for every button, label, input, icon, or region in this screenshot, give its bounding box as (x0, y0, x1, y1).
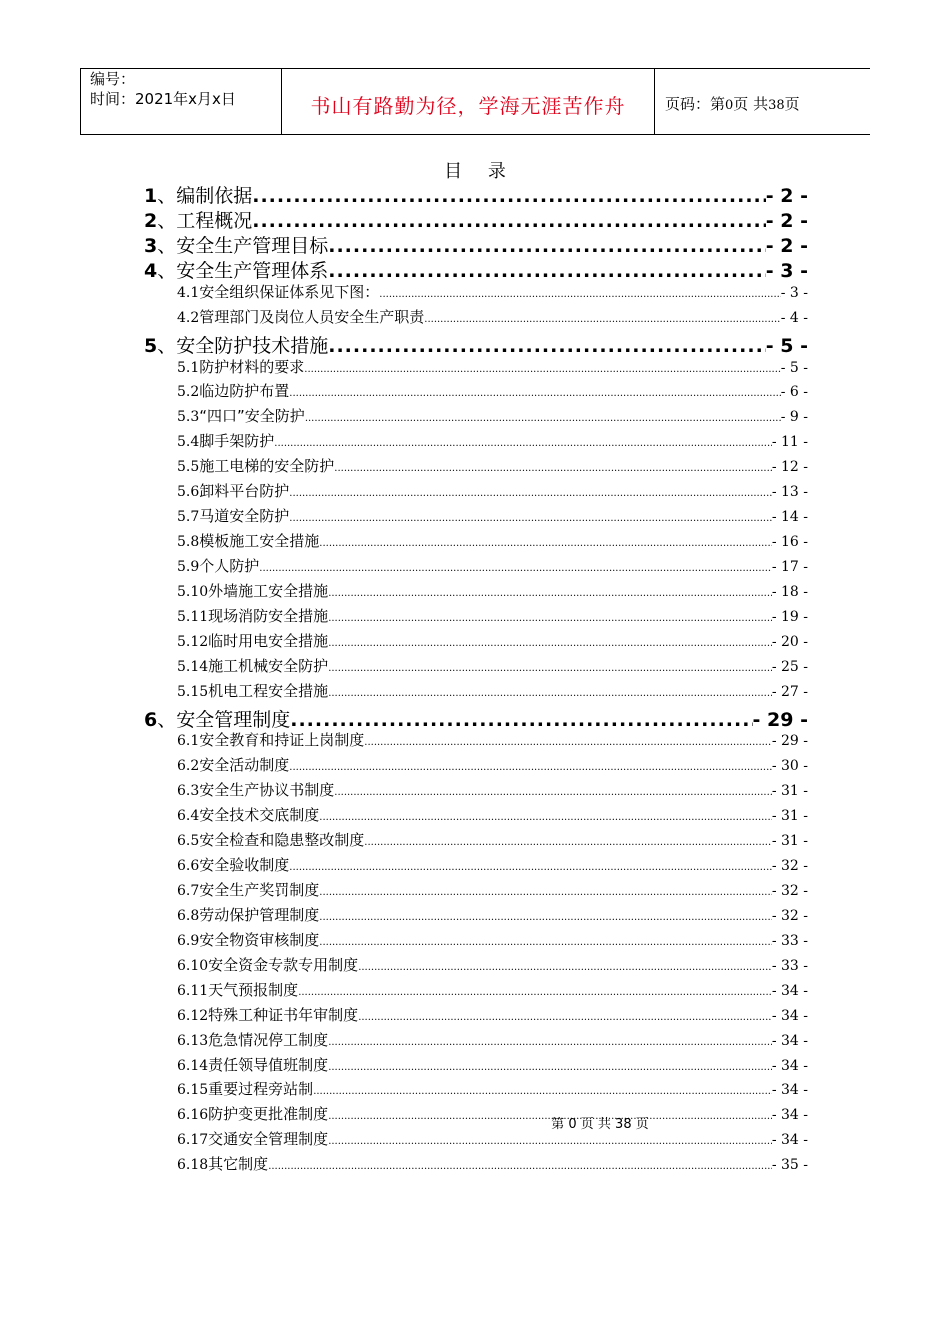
toc-entry-title: 劳动保护管理制度 (199, 906, 320, 924)
toc-entry-number: 5.6 (177, 484, 200, 500)
toc-entry-page: - 13 - (771, 484, 808, 500)
toc-entry-number: 5.10 (177, 584, 209, 600)
toc-entry[interactable] (177, 655, 808, 677)
toc-entry-page: - 31 - (771, 783, 808, 799)
toc-entry[interactable] (177, 480, 808, 502)
toc-entry[interactable] (177, 754, 808, 776)
toc-entry-title: 施工电梯的安全防护 (199, 457, 335, 475)
toc-entry-number: 6.3 (177, 783, 200, 799)
toc-entry-page: - 5 - (780, 360, 808, 376)
toc-entry-number: 4.2 (177, 310, 200, 326)
toc-entry-number: 5.14 (177, 659, 209, 675)
toc-entry-number: 4.1 (177, 285, 200, 301)
toc-entry-title: 安全生产奖罚制度 (199, 881, 320, 899)
toc-title: 目 录 (444, 161, 516, 182)
toc-entry[interactable] (177, 829, 808, 851)
page-label: 页码：第 (665, 95, 726, 113)
toc-entry-page: - 30 - (771, 758, 808, 774)
toc-entry-page: - 31 - (771, 808, 808, 824)
toc-entry-number: 6.14 (177, 1058, 209, 1074)
toc-dot-leader (334, 463, 772, 474)
toc-dot-leader (289, 388, 780, 399)
toc-entry-number: 5.2 (177, 384, 200, 400)
toc-entry-title: 安全生产协议书制度 (199, 781, 335, 799)
toc-entry-title: 安全组织保证体系见下图： (199, 283, 380, 301)
toc-entry-number: 6.11 (177, 983, 209, 999)
toc-entry-number: 2 (144, 210, 158, 231)
toc-entry[interactable] (177, 1029, 808, 1051)
toc-dot-leader (289, 488, 772, 499)
toc-entry-number: 6.7 (177, 883, 200, 899)
toc-entry-page: - 2 - (765, 210, 808, 231)
toc-entry-title: 其它制度 (208, 1155, 269, 1173)
toc-entry-page: - 33 - (771, 958, 808, 974)
toc-entry-number: 6.8 (177, 908, 200, 924)
toc-entry-page: - 20 - (771, 634, 808, 650)
toc-entry-page: - 29 - (752, 709, 808, 730)
header-meta-cell (81, 69, 282, 134)
header-motto-cell (282, 69, 655, 134)
toc-entry-number: 6.18 (177, 1157, 209, 1173)
toc-dot-leader (252, 210, 766, 231)
toc-entry[interactable] (144, 331, 808, 356)
toc-dot-leader (289, 513, 772, 524)
toc-entry-page: - 29 - (771, 733, 808, 749)
toc-entry-page: - 34 - (771, 983, 808, 999)
toc-entry-number: 5.3 (177, 409, 200, 425)
toc-entry-title: 管理部门及岗位人员安全生产职责 (199, 308, 425, 326)
toc-entry-page: - 27 - (771, 684, 808, 700)
toc-dot-leader (328, 588, 772, 599)
toc-entry-page: - 34 - (771, 1082, 808, 1098)
toc-entry-page: - 16 - (771, 534, 808, 550)
toc-entry[interactable] (177, 356, 808, 378)
toc-entry-page: - 14 - (771, 509, 808, 525)
toc-entry-title: 、安全管理制度 (157, 709, 291, 730)
toc-entry-page: - 32 - (771, 908, 808, 924)
toc-entry-number: 6.5 (177, 833, 200, 849)
toc-entry-title: 临时用电安全措施 (208, 632, 329, 650)
toc-entry-title: 、安全生产管理体系 (157, 260, 329, 281)
toc-entry-page: - 9 - (780, 409, 808, 425)
toc-entry[interactable] (144, 181, 808, 206)
time-label: 时间：2021年x月x日 (90, 90, 236, 108)
toc-entry-title: 施工机械安全防护 (208, 657, 329, 675)
toc-entry-page: - 35 - (771, 1157, 808, 1173)
toc-entry-page: - 4 - (780, 310, 808, 326)
toc-entry-page: - 2 - (765, 235, 808, 256)
toc-dot-leader (319, 937, 772, 948)
toc-dot-leader (274, 438, 772, 449)
toc-entry-page: - 11 - (771, 434, 808, 450)
toc-entry-number: 4 (144, 260, 158, 281)
toc-dot-leader (298, 987, 772, 998)
toc-entry-number: 5.15 (177, 684, 209, 700)
toc-entry-title: 天气预报制度 (208, 981, 299, 999)
toc-entry[interactable] (177, 306, 808, 328)
toc-entry-title: 交通安全管理制度 (208, 1130, 329, 1148)
toc-dot-leader (289, 862, 772, 873)
toc-entry-title: 特殊工种证书年审制度 (208, 1006, 359, 1024)
toc-entry-number: 6.16 (177, 1107, 209, 1123)
toc-entry-title: 安全检查和隐患整改制度 (199, 831, 365, 849)
toc-entry[interactable] (177, 904, 808, 926)
toc-entry-page: - 6 - (780, 384, 808, 400)
toc-entry-page: - 34 - (771, 1033, 808, 1049)
toc-entry-page: - 34 - (771, 1132, 808, 1148)
toc-entry-title: 防护材料的要求 (199, 358, 305, 376)
serial-number-label: 编号： (90, 70, 136, 88)
toc-entry-title: 、安全防护技术措施 (157, 335, 329, 356)
toc-entry-title: 现场消防安全措施 (208, 607, 329, 625)
toc-entry-page: - 31 - (771, 833, 808, 849)
toc-entry-number: 5.12 (177, 634, 209, 650)
toc-entry-number: 6 (144, 709, 158, 730)
toc-dot-leader (259, 563, 772, 574)
toc-dot-leader (328, 1136, 772, 1147)
toc-entry[interactable] (177, 1153, 808, 1175)
header-page-cell (655, 69, 871, 134)
toc-entry[interactable] (177, 455, 808, 477)
toc-entry-number: 6.1 (177, 733, 200, 749)
page-footer: 第 0 页 共 38 页 (551, 1117, 649, 1132)
toc-dot-leader (328, 638, 772, 649)
page-suffix: 页 (784, 95, 800, 113)
toc-entry[interactable] (177, 580, 808, 602)
toc-entry-number: 6.6 (177, 858, 200, 874)
toc-entry-page: - 33 - (771, 933, 808, 949)
toc-entry[interactable] (144, 206, 808, 231)
toc-entry-title: 机电工程安全措施 (208, 682, 329, 700)
toc-dot-leader (252, 185, 766, 206)
toc-entry-title: 安全活动制度 (199, 756, 290, 774)
toc-entry-number: 6.15 (177, 1082, 209, 1098)
toc-entry-number: 6.10 (177, 958, 209, 974)
toc-dot-leader (268, 1161, 772, 1172)
toc-entry-title: 安全技术交底制度 (199, 806, 320, 824)
toc-dot-leader (290, 709, 752, 730)
toc-entry-number: 6.17 (177, 1132, 209, 1148)
toc-entry-page: - 3 - (780, 285, 808, 301)
toc-entry-number: 6.9 (177, 933, 200, 949)
toc-dot-leader (305, 413, 781, 424)
toc-dot-leader (289, 762, 772, 773)
toc-entry[interactable] (177, 1078, 808, 1100)
toc-dot-leader (328, 613, 772, 624)
toc-dot-leader (379, 289, 780, 300)
toc-entry-page: - 32 - (771, 883, 808, 899)
toc-entry[interactable] (177, 854, 808, 876)
toc-entry[interactable] (177, 555, 808, 577)
toc-entry-title: 、工程概况 (157, 210, 253, 231)
toc-entry-title: 、安全生产管理目标 (157, 235, 329, 256)
toc-entry-page: - 34 - (771, 1107, 808, 1123)
toc-entry[interactable] (177, 430, 808, 452)
toc-dot-leader (319, 538, 772, 549)
toc-dot-leader (328, 663, 772, 674)
toc-entry-title: 安全物资审核制度 (199, 931, 320, 949)
toc-entry[interactable] (177, 680, 808, 702)
toc-entry[interactable] (177, 979, 808, 1001)
toc-entry[interactable] (177, 405, 808, 427)
toc-entry-page: - 34 - (771, 1058, 808, 1074)
toc-entry[interactable] (177, 729, 808, 751)
toc-entry-title: 、编制依据 (157, 185, 253, 206)
toc-entry[interactable] (177, 380, 808, 402)
toc-entry-page: - 12 - (771, 459, 808, 475)
toc-entry-title: 临边防护布置 (199, 382, 290, 400)
toc-dot-leader (424, 314, 780, 325)
toc-entry-number: 3 (144, 235, 158, 256)
toc-entry-number: 6.13 (177, 1033, 209, 1049)
toc-entry-number: 5.1 (177, 360, 200, 376)
toc-entry-title: 个人防护 (199, 557, 260, 575)
toc-entry-page: - 32 - (771, 858, 808, 874)
toc-entry-number: 5.5 (177, 459, 200, 475)
toc-entry[interactable] (177, 779, 808, 801)
toc-entry-title: 重要过程旁站制 (208, 1080, 314, 1098)
toc-entry[interactable] (177, 1004, 808, 1026)
toc-entry-title: 防护变更批准制度 (208, 1105, 329, 1123)
toc-entry-title: 责任领导值班制度 (208, 1056, 329, 1074)
toc-entry-page: - 2 - (765, 185, 808, 206)
toc-entry[interactable] (177, 505, 808, 527)
toc-entry-number: 5.8 (177, 534, 200, 550)
toc-entry-title: 马道安全防护 (199, 507, 290, 525)
toc-entry[interactable] (177, 804, 808, 826)
toc-entry-number: 5 (144, 335, 158, 356)
toc-entry-title: 安全验收制度 (199, 856, 290, 874)
toc-entry[interactable] (144, 256, 808, 281)
toc-entry-title: 危急情况停工制度 (208, 1031, 329, 1049)
toc-entry[interactable] (177, 530, 808, 552)
toc-dot-leader (328, 235, 766, 256)
page-current: 0 (725, 98, 734, 113)
toc-entry-page: - 19 - (771, 609, 808, 625)
toc-entry-number: 5.4 (177, 434, 200, 450)
toc-entry-page: - 18 - (771, 584, 808, 600)
toc-entry-page: - 17 - (771, 559, 808, 575)
page-mid: 页 共 (733, 95, 769, 113)
page-indicator (665, 93, 800, 114)
document-header (80, 68, 870, 135)
toc-entry[interactable] (177, 605, 808, 627)
toc-entry[interactable] (144, 705, 808, 730)
toc-dot-leader (313, 1086, 772, 1097)
toc-entry-page: - 25 - (771, 659, 808, 675)
toc-dot-leader (328, 1062, 772, 1073)
toc-entry-number: 5.11 (177, 609, 209, 625)
toc-entry[interactable] (144, 231, 808, 256)
toc-entry-page: - 3 - (765, 260, 808, 281)
toc-dot-leader (319, 912, 772, 923)
toc-entry-title: 安全资金专款专用制度 (208, 956, 359, 974)
toc-dot-leader (319, 812, 772, 823)
toc-entry-number: 6.12 (177, 1008, 209, 1024)
toc-entry-title: 模板施工安全措施 (199, 532, 320, 550)
toc-dot-leader (358, 962, 772, 973)
toc-entry-title: 外墙施工安全措施 (208, 582, 329, 600)
toc-dot-leader (334, 787, 772, 798)
toc-entry[interactable] (177, 1054, 808, 1076)
toc-dot-leader (319, 887, 772, 898)
toc-dot-leader (328, 1037, 772, 1048)
toc-dot-leader (364, 737, 772, 748)
toc-dot-leader (328, 688, 772, 699)
toc-entry[interactable] (177, 630, 808, 652)
toc-entry-number: 6.2 (177, 758, 200, 774)
toc-entry-page: - 34 - (771, 1008, 808, 1024)
page-total: 38 (768, 98, 785, 113)
toc-dot-leader (358, 1012, 772, 1023)
toc-dot-leader (328, 335, 766, 356)
toc-entry-title: 安全教育和持证上岗制度 (199, 731, 365, 749)
toc-entry[interactable] (177, 929, 808, 951)
toc-entry-number: 5.7 (177, 509, 200, 525)
toc-entry[interactable] (177, 879, 808, 901)
toc-dot-leader (364, 837, 772, 848)
toc-dot-leader (328, 260, 766, 281)
toc-entry-title: 脚手架防护 (199, 432, 275, 450)
toc-dot-leader (304, 364, 780, 375)
toc-entry-number: 6.4 (177, 808, 200, 824)
toc-entry-number: 5.9 (177, 559, 200, 575)
toc-entry-number: 1 (144, 185, 158, 206)
toc-entry[interactable] (177, 954, 808, 976)
motto-text: 书山有路勤为径，学海无涯苦作舟 (310, 94, 626, 118)
toc-entry-title: 卸料平台防护 (199, 482, 290, 500)
toc-entry-page: - 5 - (765, 335, 808, 356)
toc-entry-title: “四口”安全防护 (199, 407, 305, 425)
toc-entry[interactable] (177, 281, 808, 303)
